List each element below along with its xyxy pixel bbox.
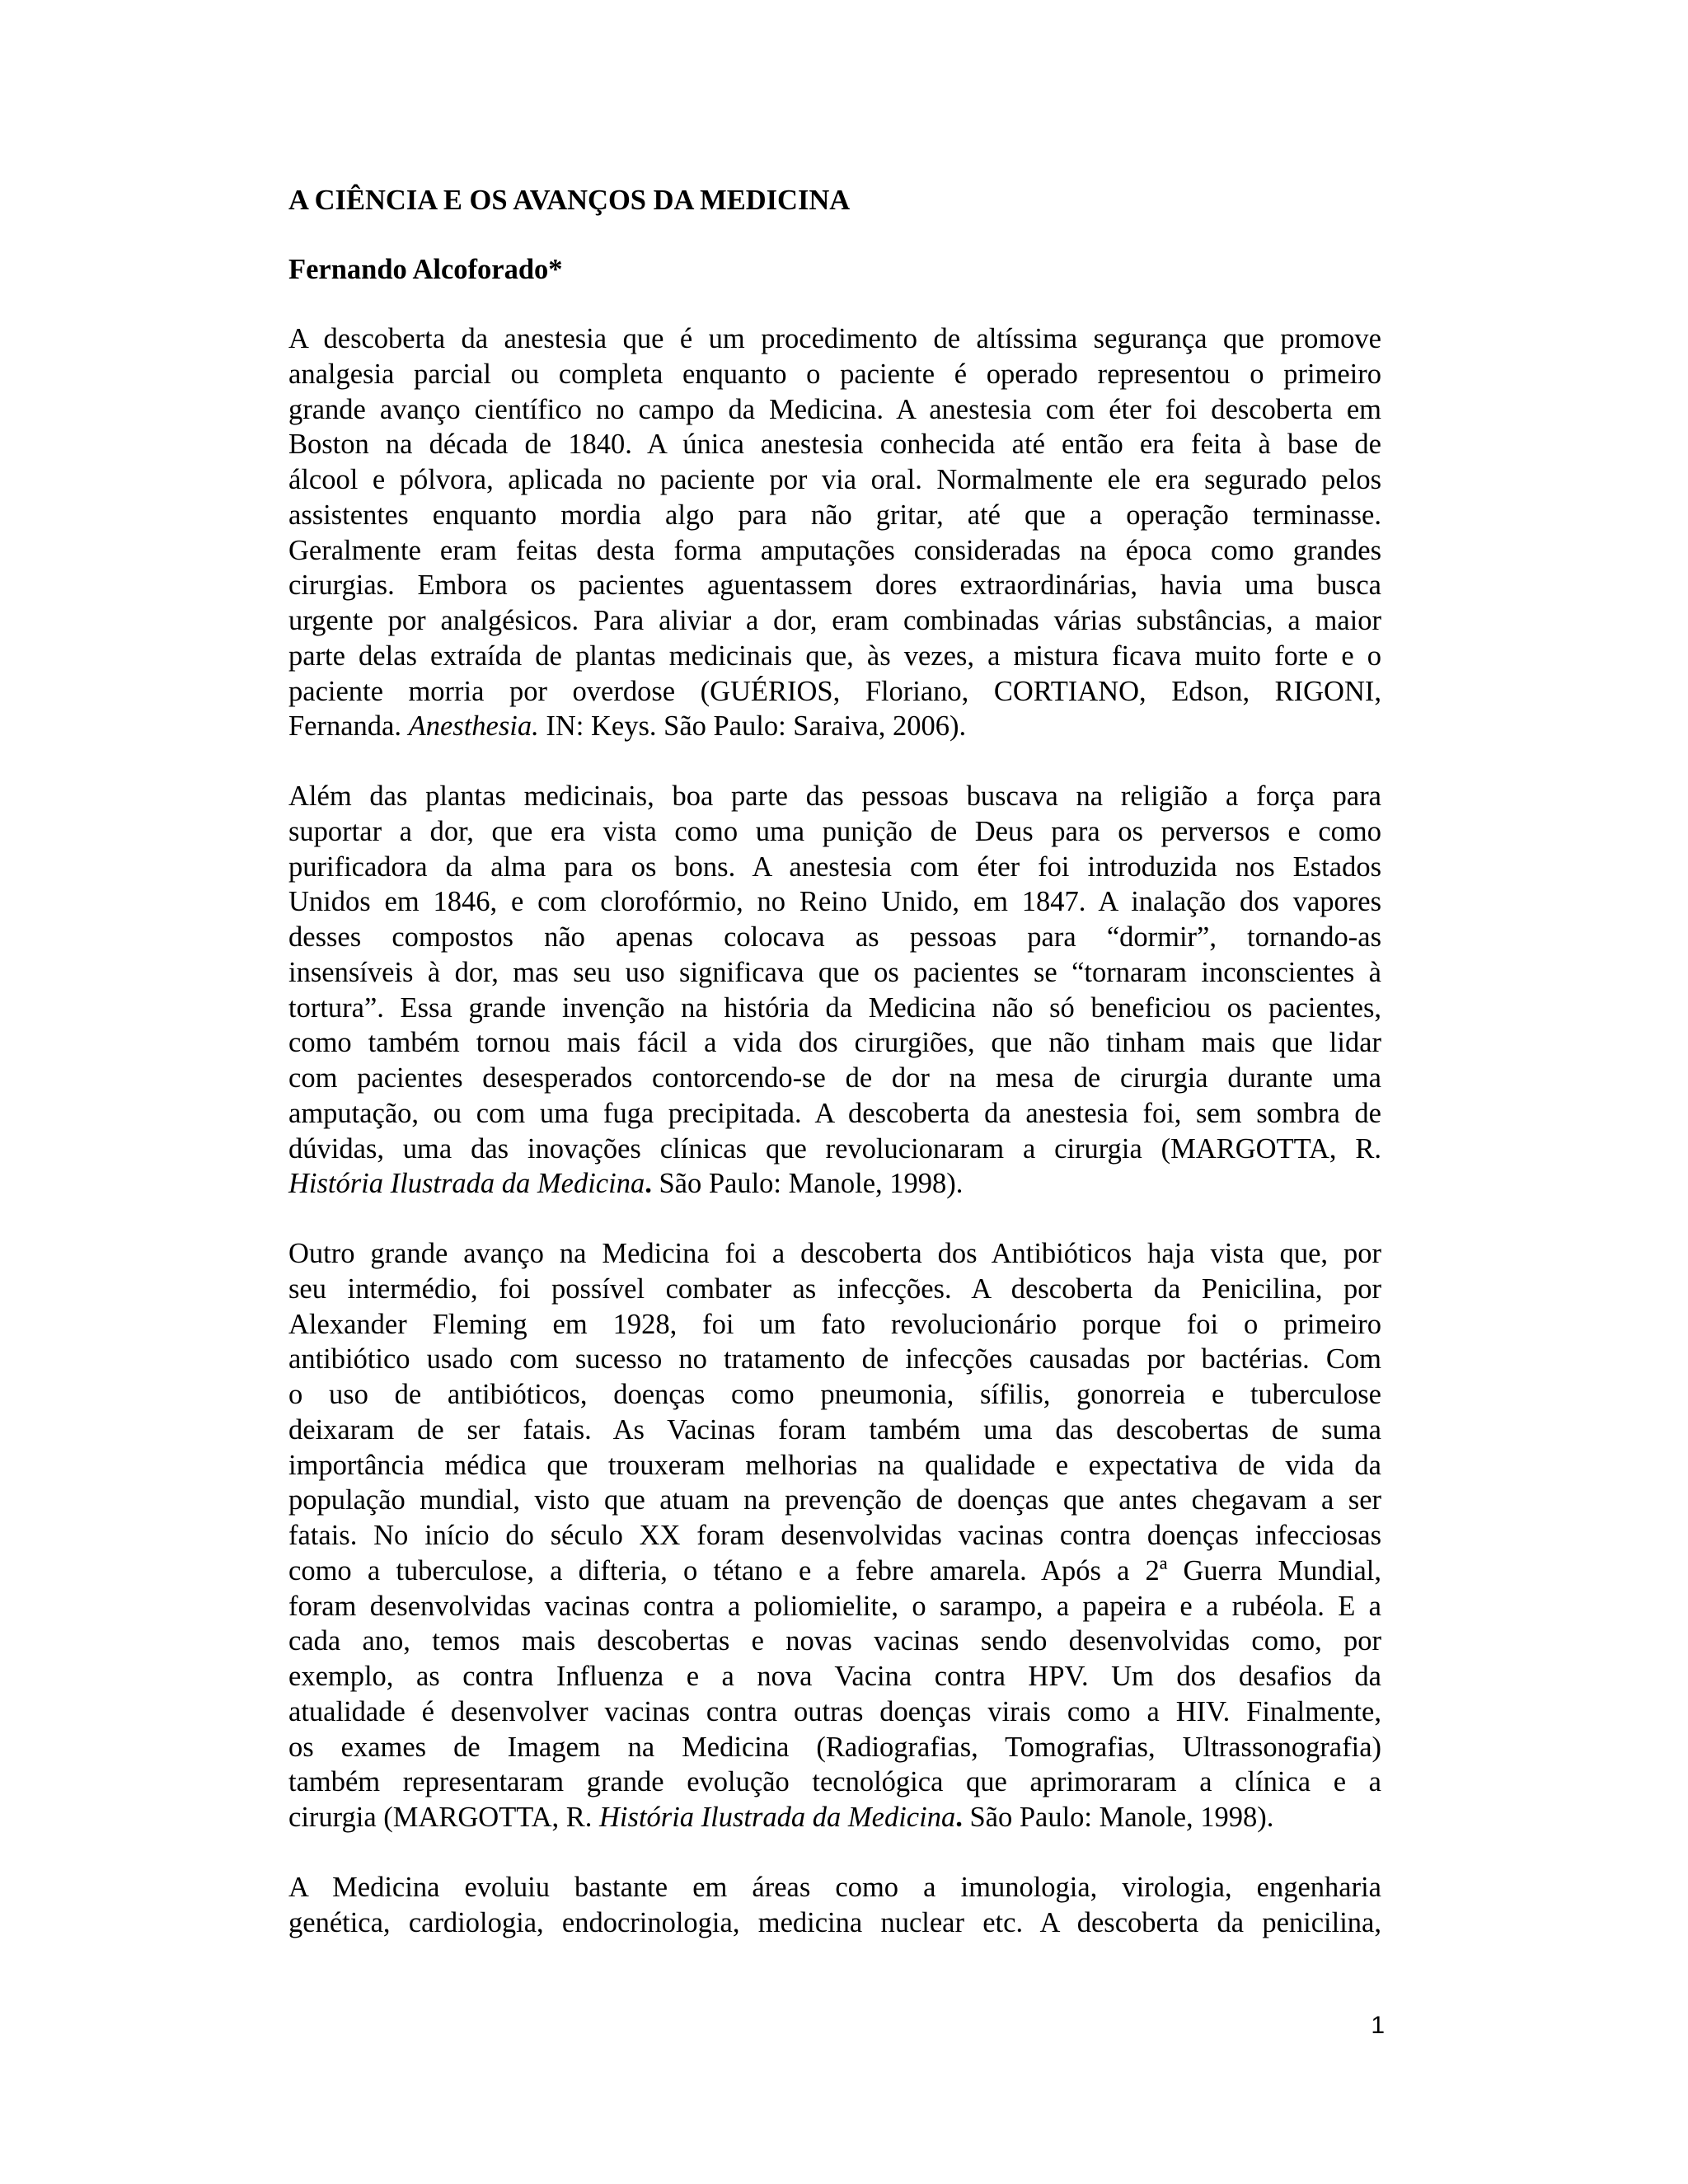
text-line: assistentes enquanto mordia algo para não gritar, até que a operação terminasse. [288,499,1381,531]
citation-bold-period: . [955,1802,963,1833]
text-line: o uso de antibióticos, doenças como pneumonia, sífilis, gonorreia e tuberculose [288,1379,1381,1410]
text-line: A Medicina evoluiu bastante em áreas como a imunologia, virologia, engenharia [288,1871,1381,1903]
page-number: 1 [1371,2012,1385,2039]
citation-text: IN: Keys. São Paulo: Saraiva, 2006). [538,710,967,743]
text-line: paciente morria por overdose (GUÉRIOS, Floriano, CORTIANO, Edson, RIGONI, [288,675,1381,707]
text-line: Alexander Fleming em 1928, foi um fato revolucionário porque foi o primeiro [288,1308,1381,1340]
text-line: desses compostos não apenas colocava as pessoas para “dormir”, tornando-as [288,921,1381,953]
text-line: Boston na década de 1840. A única anestesia conhecida até então era feita à base de [288,429,1381,461]
text-line: tortura”. Essa grande invenção na história da Medicina não só beneficiou os pacientes, [288,991,1381,1024]
text-line: foram desenvolvidas vacinas contra a poliomielite, o sarampo, a papeira e a rubéola. E a [288,1590,1381,1622]
text-line: Unidos em 1846, e com clorofórmio, no Reino Unido, em 1847. A inalação dos vapores [288,886,1381,918]
text-line: cirurgias. Embora os pacientes aguentassem dores extraordinárias, havia uma busca [288,569,1381,602]
citation-bold-period: . [645,1168,652,1200]
text-line: Outro grande avanço na Medicina foi a descoberta dos Antibióticos haja vista que, por [288,1238,1381,1269]
text-line: Além das plantas medicinais, boa parte das pessoas buscava na religião a força para [288,780,1381,812]
text-line: como também tornou mais fácil a vida dos cirurgiões, que não tinham mais que lidar [288,1027,1381,1059]
document-title: A CIÊNCIA E OS AVANÇOS DA MEDICINA [288,185,851,216]
text-line: atualidade é desenvolver vacinas contra outras doenças virais como a HIV. Finalmente, [288,1695,1381,1727]
text-line: analgesia parcial ou completa enquanto o paciente é operado representou o primeiro [288,358,1381,390]
text-line: importância médica que trouxeram melhorias na qualidade e expectativa de vida da [288,1449,1381,1481]
text-line: como a tuberculose, a difteria, o tétano e a febre amarela. Após a 2ª Guerra Mundial, [288,1554,1381,1586]
text-line-citation [288,1166,1381,1202]
document-author: Fernando Alcoforado* [288,254,563,285]
text-line: insensíveis à dor, mas seu uso significava que os pacientes se “tornaram inconscientes à [288,956,1381,988]
text-line: cada ano, temos mais descobertas e novas vacinas sendo desenvolvidas como, por [288,1625,1381,1657]
text-line: os exames de Imagem na Medicina (Radiografias, Tomografias, Ultrassonografia) [288,1731,1381,1763]
text-line: parte delas extraída de plantas medicinais que, às vezes, a mistura ficava muito forte e o [288,640,1381,672]
text-line: também representaram grande evolução tecnológica que aprimoraram a clínica e a [288,1766,1381,1798]
text-line: genética, cardiologia, endocrinologia, medicina nuclear etc. A descoberta da penicilina, [288,1906,1381,1938]
text-line: seu intermédio, foi possível combater as infecções. A descoberta da Penicilina, por [288,1272,1381,1305]
text-line: com pacientes desesperados contorcendo-se de dor na mesa de cirurgia durante uma [288,1062,1381,1094]
citation-text: Fernanda. [288,710,409,743]
text-line: grande avanço científico no campo da Medicina. A anestesia com éter foi descoberta em [288,393,1381,425]
text-line: urgente por analgésicos. Para aliviar a dor, eram combinadas várias substâncias, a maior [288,605,1381,636]
paragraph-medicine-evolution [288,1870,1381,1941]
document-body [288,183,1381,1975]
text-line: A descoberta da anestesia que é um procedimento de altíssima segurança que promove [288,323,1381,354]
paragraph-religion-and-ether [288,779,1381,1202]
citation-text: cirurgia (MARGOTTA, R. [288,1802,600,1833]
text-line: população mundial, visto que atuam na prevenção de doenças que antes chegavam a ser [288,1484,1381,1516]
text-line-citation [288,1800,1381,1835]
text-line: amputação, ou com uma fuga precipitada. A descoberta da anestesia foi, sem sombra de [288,1097,1381,1129]
text-line: Geralmente eram feitas desta forma amputações consideradas na época como grandes [288,534,1381,566]
citation-italic-title: Anesthesia. [408,710,539,743]
citation-italic-title: História Ilustrada da Medicina [599,1802,956,1833]
text-line: fatais. No início do século XX foram desenvolvidas vacinas contra doenças infecciosas [288,1520,1381,1551]
text-line: antibiótico usado com sucesso no tratamento de infecções causadas por bactérias. Com [288,1343,1381,1376]
text-line: deixaram de ser fatais. As Vacinas foram também uma das descobertas de suma [288,1413,1381,1446]
citation-italic-title: História Ilustrada da Medicina [288,1168,645,1200]
text-line: exemplo, as contra Influenza e a nova Vacina contra HPV. Um dos desafios da [288,1661,1381,1692]
citation-text: São Paulo: Manole, 1998). [962,1802,1274,1833]
text-line-citation [288,709,1381,744]
text-line: purificadora da alma para os bons. A anestesia com éter foi introduzida nos Estados [288,851,1381,883]
paragraph-anesthesia [288,321,1381,744]
text-line: álcool e pólvora, aplicada no paciente por via oral. Normalmente ele era segurado pelos [288,464,1381,495]
citation-text: São Paulo: Manole, 1998). [651,1168,964,1200]
text-line: dúvidas, uma das inovações clínicas que revolucionaram a cirurgia (MARGOTTA, R. [288,1132,1381,1165]
text-line: suportar a dor, que era vista como uma punição de Deus para os perversos e como [288,815,1381,847]
paragraph-antibiotics-and-vaccines [288,1236,1381,1835]
